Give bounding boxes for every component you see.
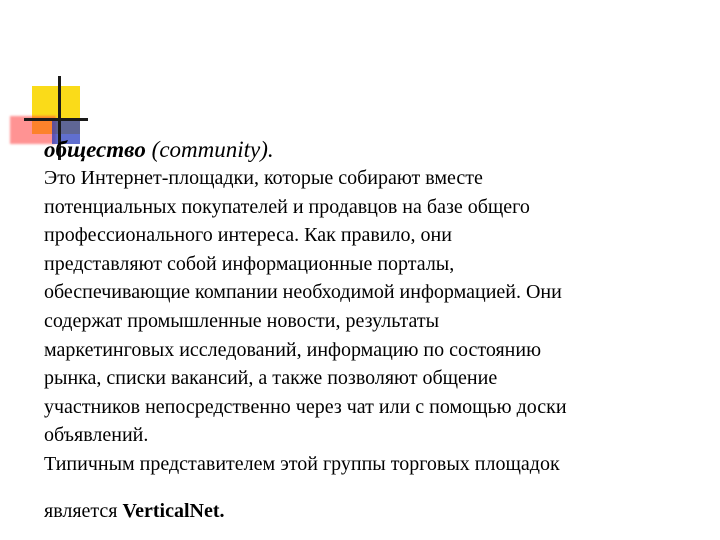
paragraph-line: объявлений.: [44, 424, 149, 447]
paragraph-line: Типичным представителем этой группы торговых площадок: [44, 452, 560, 475]
paragraph-line: профессионального интереса. Как правило, они: [44, 224, 452, 247]
company-name: VerticalNet.: [122, 500, 225, 522]
paragraph-line: представляют собой информационные порталы,: [44, 252, 455, 275]
horizontal-line-shape: [24, 118, 88, 121]
heading-note: (community).: [151, 137, 274, 162]
body-paragraph: [44, 164, 684, 479]
closing-line: [44, 497, 225, 525]
paragraph-line: участников непосредственно через чат или с помощью доски: [44, 395, 567, 418]
main-content: [44, 136, 684, 479]
paragraph-line: маркетинговых исследований, информацию по состоянию: [44, 338, 542, 361]
paragraph-line: Это Интернет-площадки, которые собирают вместе: [44, 167, 483, 189]
heading-term: обществo: [44, 137, 146, 162]
section-heading: [44, 136, 684, 164]
closing-prefix: является: [44, 500, 123, 522]
paragraph-line: рынка, списки вакансий, а также позволяют общение: [44, 367, 498, 390]
paragraph-line: потенциальных покупателей и продавцов на базе общего: [44, 195, 530, 218]
paragraph-line: содержат промышленные новости, результаты: [44, 309, 440, 332]
paragraph-line: обеспечивающие компании необходимой информацией. Они: [44, 281, 562, 304]
